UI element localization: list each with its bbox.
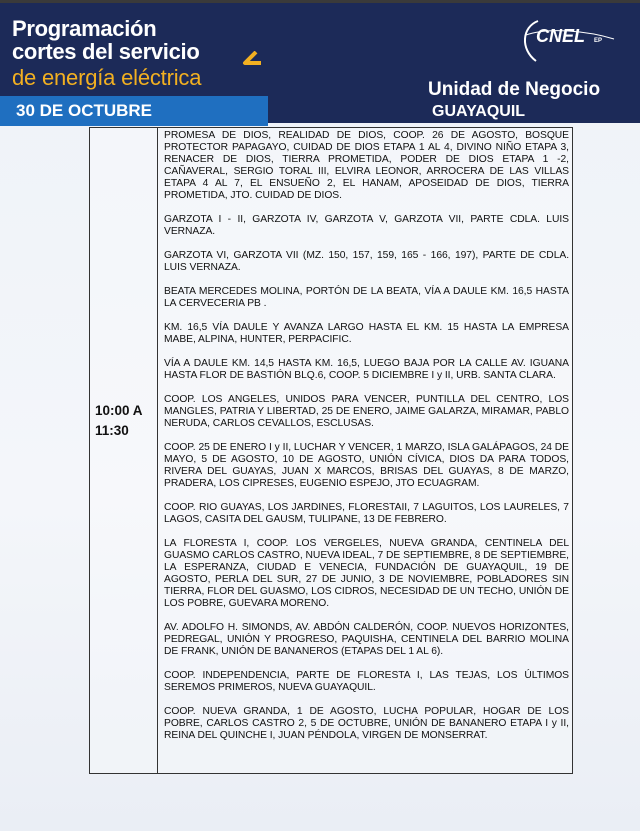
area-paragraph: BEATA MERCEDES MOLINA, PORTÓN DE LA BEATA, VÍA A DAULE KM. 16,5 HASTA LA CERVECERIA PB .: [164, 286, 569, 309]
time-range: 10:00 A 11:30: [95, 403, 143, 438]
title-line-2: cortes del servicio: [12, 39, 200, 64]
area-paragraph: AV. ADOLFO H. SIMONDS, AV. ABDÓN CALDERÓN, COOP. NUEVOS HORIZONTES, PEDREGAL, UNIÓN Y PROGRESO, PAQUISHA, CENTINELA DEL BARRIO MOLINA DE FRANK, UNIÓN DE BANANEROS (ETAPAS DEL 1 AL 6).: [164, 622, 569, 657]
area-paragraph: COOP. RIO GUAYAS, LOS JARDINES, FLORESTAII, 7 LAGUITOS, LOS LAURELES, 7 LAGOS, CASITA DEL GAUSM, TULIPANE, 13 DE FEBRERO.: [164, 502, 569, 525]
area-paragraph: COOP. LOS ANGELES, UNIDOS PARA VENCER, PUNTILLA DEL CENTRO, LOS MANGLES, PATRIA Y LIBERTAD, 25 DE ENERO, JAIME GALARZA, MIRAMAR, PABLO NERUDA, CARLOS CEVALLOS, ESCLUSAS.: [164, 394, 569, 429]
schedule-date: 30 DE OCTUBRE: [16, 101, 153, 120]
area-paragraph: PROMESA DE DIOS, REALIDAD DE DIOS, COOP. 26 DE AGOSTO, BOSQUE PROTECTOR PAPAGAYO, CUIDAD DE DIOS ETAPA 1 AL 4, DIVINO NIÑO ETAPA 3, RENACER DE DIOS, TIERRA PROMETIDA, PODER DE DIOS ETAPA 1 -2, CAÑAVERAL, SERGIO TORAL III, ELVIRA LEONOR, ARROCERA DE LAS VILLAS ETAPA 4 AL 7, EL ENSUEÑO 2, EL HANAM, APOSEIDAD DE DIOS, TIERRA PROMETIDA, JTO. CUIDAD DE DIOS.: [164, 130, 569, 201]
cnel-logo-icon: [518, 17, 628, 67]
svg-text:EP: EP: [594, 38, 603, 44]
business-unit-label: Unidad de Negocio: [428, 79, 601, 100]
svg-text:CNEL: CNEL: [536, 26, 585, 46]
title-line-1: Programación: [12, 16, 157, 41]
time-cell: [90, 128, 158, 773]
area-paragraph: VÍA A DAULE KM. 14,5 HASTA KM. 16,5, LUEGO BAJA POR LA CALLE AV. IGUANA HASTA FLOR DE BASTIÓN BLQ.6, COOP. 5 DICIEMBRE I y II, URB. SANTA CLARA.: [164, 358, 569, 381]
header-banner: [0, 3, 640, 123]
area-paragraph: GARZOTA VI, GARZOTA VII (MZ. 150, 157, 159, 165 - 166, 197), PARTE DE CDLA. LUIS VERNAZA.: [164, 250, 569, 273]
accent-chevron-icon: [242, 51, 262, 65]
affected-areas: [164, 130, 569, 754]
area-paragraph: GARZOTA I - II, GARZOTA IV, GARZOTA V, GARZOTA VII, PARTE CDLA. LUIS VERNAZA.: [164, 214, 569, 237]
schedule-table: [89, 127, 573, 774]
area-paragraph: LA FLORESTA I, COOP. LOS VERGELES, NUEVA GRANDA, CENTINELA DEL GUASMO CARLOS CASTRO, NUEVA IDEAL, 7 DE SEPTIEMBRE, 8 DE SEPTIEMBRE, LA ESPERANZA, CIUDAD E VENECIA, FUNDACIÓN DE GUAYAQUIL, 19 DE AGOSTO, PERLA DEL SUR, 27 DE JUNIO, 3 DE NOVIEMBRE, POBLADORES SIN TIERRA, FLOR DEL GUASMO, LOS CIDROS, NECESIDAD DE UN TECHO, UNIÓN DE LOS POBRE, GUEVARA MORENO.: [164, 538, 569, 609]
area-paragraph: COOP. 25 DE ENERO I y II, LUCHAR Y VENCER, 1 MARZO, ISLA GALÁPAGOS, 24 DE MAYO, 5 DE AGOSTO, 10 DE AGOSTO, UNIÓN CÍVICA, DIOS DA PARA TODOS, RIVERA DEL GUAYAS, JUAN X MARCOS, BRISAS DEL GUAYAS, 8 DE MARZO, PRADERA, LOS CIPRESES, EUGENIO ESPEJO, JTO ECUAGRAM.: [164, 442, 569, 489]
area-paragraph: COOP. NUEVA GRANDA, 1 DE AGOSTO, LUCHA POPULAR, HOGAR DE LOS POBRE, CARLOS CASTRO 2, 5 DE OCTUBRE, UNIÓN DE BANANERO ETAPA I y II, REINA DEL QUINCHE I, JUAN PÉNDOLA, VIRGEN DE MONSERRAT.: [164, 706, 569, 741]
date-band: [0, 96, 268, 126]
area-paragraph: KM. 16,5 VÍA DAULE Y AVANZA LARGO HASTA EL KM. 15 HASTA LA EMPRESA MABE, ALPINA, HUNTER, PERPACIFIC.: [164, 322, 569, 345]
business-unit-name: GUAYAQUIL: [432, 103, 526, 120]
title-line-3: de energía eléctrica: [12, 65, 202, 90]
area-paragraph: COOP. INDEPENDENCIA, PARTE DE FLORESTA I, LAS TEJAS, LOS ÚLTIMOS SEREMOS PRIMEROS, NUEVA GUAYAQUIL.: [164, 670, 569, 693]
